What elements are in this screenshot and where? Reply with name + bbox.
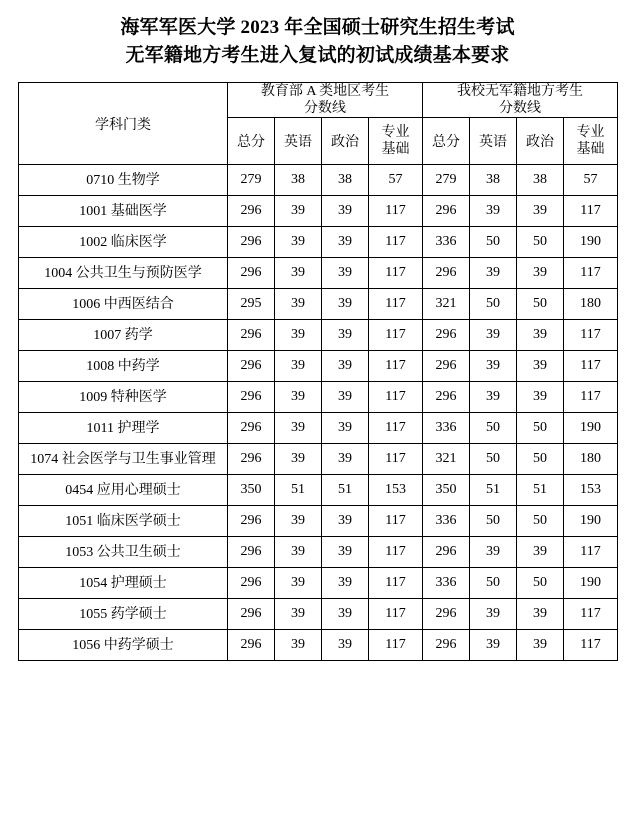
cell-major-basics-b: 117 [564, 320, 618, 351]
table-row [19, 320, 618, 351]
column-header-total-a: 总分 [228, 118, 275, 165]
cell-politics-b: 50 [517, 227, 564, 258]
cell-politics-b: 39 [517, 320, 564, 351]
cell-major-basics-b: 117 [564, 382, 618, 413]
table-row [19, 196, 618, 227]
cell-politics-b: 39 [517, 630, 564, 661]
page-title [18, 14, 617, 70]
cell-major-basics-b: 153 [564, 475, 618, 506]
cell-major-basics-a: 117 [369, 599, 423, 630]
cell-total-a: 296 [228, 382, 275, 413]
cell-major-basics-a: 117 [369, 382, 423, 413]
cell-total-a: 296 [228, 413, 275, 444]
cell-english-b: 51 [470, 475, 517, 506]
table-row [19, 537, 618, 568]
cell-total-a: 295 [228, 289, 275, 320]
cell-politics-a: 39 [322, 382, 369, 413]
cell-english-b: 39 [470, 630, 517, 661]
cell-politics-b: 51 [517, 475, 564, 506]
column-header-major-basics-b-line-2: 基础 [576, 142, 605, 157]
cell-total-b: 296 [423, 320, 470, 351]
table-row [19, 568, 618, 599]
cell-major-basics-b: 117 [564, 537, 618, 568]
cell-politics-a: 51 [322, 475, 369, 506]
cell-total-b: 279 [423, 165, 470, 196]
page-title-line-1: 海军军医大学 2023 年全国硕士研究生招生考试 [120, 17, 515, 38]
cell-major-basics-a: 117 [369, 630, 423, 661]
cell-total-a: 296 [228, 196, 275, 227]
cell-politics-a: 39 [322, 413, 369, 444]
cell-politics-b: 50 [517, 444, 564, 475]
cell-english-a: 39 [275, 568, 322, 599]
cell-major-basics-b: 117 [564, 630, 618, 661]
table-row [19, 227, 618, 258]
cell-politics-b: 39 [517, 196, 564, 227]
cell-english-a: 39 [275, 537, 322, 568]
cell-major-basics-a: 117 [369, 506, 423, 537]
column-header-politics-a: 政治 [322, 118, 369, 165]
column-header-major-basics-a [369, 118, 423, 165]
cell-politics-a: 39 [322, 630, 369, 661]
cell-total-b: 296 [423, 630, 470, 661]
cell-politics-b: 39 [517, 351, 564, 382]
table-row [19, 351, 618, 382]
cell-politics-a: 39 [322, 506, 369, 537]
cell-english-a: 39 [275, 227, 322, 258]
cell-english-b: 50 [470, 227, 517, 258]
cell-english-b: 50 [470, 413, 517, 444]
cell-english-a: 38 [275, 165, 322, 196]
cell-total-b: 321 [423, 444, 470, 475]
admission-score-table [18, 82, 618, 661]
column-header-major-basics-b-line-1: 专业 [576, 125, 605, 140]
row-category: 1054 护理硕士 [19, 568, 228, 599]
cell-politics-b: 50 [517, 506, 564, 537]
row-category: 1053 公共卫生硕士 [19, 537, 228, 568]
cell-english-b: 50 [470, 506, 517, 537]
cell-politics-b: 38 [517, 165, 564, 196]
cell-total-b: 336 [423, 227, 470, 258]
cell-politics-a: 39 [322, 351, 369, 382]
cell-english-a: 39 [275, 599, 322, 630]
column-header-english-a: 英语 [275, 118, 322, 165]
cell-english-b: 39 [470, 196, 517, 227]
table-body [19, 165, 618, 661]
row-category: 1006 中西医结合 [19, 289, 228, 320]
cell-politics-b: 50 [517, 289, 564, 320]
cell-total-b: 336 [423, 506, 470, 537]
column-header-category: 学科门类 [19, 83, 228, 165]
row-category: 1002 临床医学 [19, 227, 228, 258]
cell-politics-a: 39 [322, 320, 369, 351]
cell-major-basics-b: 180 [564, 444, 618, 475]
column-group-header-school-line-1: 我校无军籍地方考生 [457, 84, 584, 99]
column-group-header-ministry-line-2: 分数线 [304, 101, 347, 116]
row-category: 0710 生物学 [19, 165, 228, 196]
cell-english-a: 39 [275, 320, 322, 351]
cell-major-basics-b: 190 [564, 227, 618, 258]
cell-english-a: 51 [275, 475, 322, 506]
cell-total-a: 350 [228, 475, 275, 506]
cell-major-basics-b: 57 [564, 165, 618, 196]
cell-politics-b: 39 [517, 382, 564, 413]
table-row [19, 599, 618, 630]
cell-major-basics-a: 117 [369, 444, 423, 475]
cell-english-a: 39 [275, 258, 322, 289]
column-header-total-b: 总分 [423, 118, 470, 165]
cell-politics-b: 50 [517, 413, 564, 444]
cell-politics-b: 39 [517, 258, 564, 289]
cell-major-basics-a: 57 [369, 165, 423, 196]
cell-politics-a: 38 [322, 165, 369, 196]
column-group-header-school-line-2: 分数线 [499, 101, 542, 116]
cell-politics-a: 39 [322, 289, 369, 320]
column-header-major-basics-a-line-1: 专业 [381, 125, 410, 140]
cell-total-b: 336 [423, 413, 470, 444]
cell-major-basics-b: 180 [564, 289, 618, 320]
cell-english-b: 50 [470, 444, 517, 475]
cell-total-a: 296 [228, 568, 275, 599]
cell-english-b: 39 [470, 351, 517, 382]
column-group-header-school [423, 83, 618, 118]
table-row [19, 506, 618, 537]
cell-major-basics-a: 117 [369, 568, 423, 599]
cell-english-a: 39 [275, 289, 322, 320]
cell-major-basics-a: 117 [369, 413, 423, 444]
cell-english-b: 39 [470, 537, 517, 568]
table-header-row-groups [19, 83, 618, 118]
row-category: 1007 药学 [19, 320, 228, 351]
cell-total-b: 336 [423, 568, 470, 599]
cell-english-b: 39 [470, 599, 517, 630]
cell-total-a: 279 [228, 165, 275, 196]
cell-total-b: 296 [423, 537, 470, 568]
table-row [19, 165, 618, 196]
cell-english-b: 50 [470, 568, 517, 599]
cell-politics-b: 39 [517, 599, 564, 630]
row-category: 0454 应用心理硕士 [19, 475, 228, 506]
cell-total-b: 296 [423, 382, 470, 413]
column-header-major-basics-a-line-2: 基础 [381, 142, 410, 157]
cell-total-b: 296 [423, 258, 470, 289]
cell-english-a: 39 [275, 630, 322, 661]
cell-total-b: 296 [423, 351, 470, 382]
cell-major-basics-b: 190 [564, 568, 618, 599]
cell-major-basics-b: 117 [564, 258, 618, 289]
cell-english-a: 39 [275, 196, 322, 227]
cell-politics-a: 39 [322, 258, 369, 289]
table-row [19, 413, 618, 444]
page-title-line-2: 无军籍地方考生进入复试的初试成绩基本要求 [125, 45, 510, 66]
column-header-politics-b: 政治 [517, 118, 564, 165]
cell-english-a: 39 [275, 506, 322, 537]
cell-total-b: 296 [423, 599, 470, 630]
table-row [19, 382, 618, 413]
cell-major-basics-a: 153 [369, 475, 423, 506]
row-category: 1004 公共卫生与预防医学 [19, 258, 228, 289]
row-category: 1056 中药学硕士 [19, 630, 228, 661]
table-row [19, 475, 618, 506]
cell-total-b: 350 [423, 475, 470, 506]
row-category: 1074 社会医学与卫生事业管理 [19, 444, 228, 475]
row-category: 1011 护理学 [19, 413, 228, 444]
cell-english-a: 39 [275, 444, 322, 475]
row-category: 1051 临床医学硕士 [19, 506, 228, 537]
cell-total-a: 296 [228, 258, 275, 289]
cell-major-basics-b: 117 [564, 196, 618, 227]
cell-major-basics-b: 117 [564, 351, 618, 382]
cell-total-a: 296 [228, 599, 275, 630]
cell-english-b: 39 [470, 320, 517, 351]
row-category: 1001 基础医学 [19, 196, 228, 227]
cell-major-basics-a: 117 [369, 351, 423, 382]
cell-total-a: 296 [228, 537, 275, 568]
table-header [19, 83, 618, 165]
cell-major-basics-b: 117 [564, 599, 618, 630]
row-category: 1008 中药学 [19, 351, 228, 382]
cell-major-basics-a: 117 [369, 227, 423, 258]
column-group-header-ministry [228, 83, 423, 118]
cell-total-a: 296 [228, 320, 275, 351]
cell-english-b: 50 [470, 289, 517, 320]
cell-total-a: 296 [228, 444, 275, 475]
cell-politics-a: 39 [322, 196, 369, 227]
cell-politics-a: 39 [322, 444, 369, 475]
cell-total-b: 296 [423, 196, 470, 227]
cell-major-basics-b: 190 [564, 413, 618, 444]
cell-major-basics-b: 190 [564, 506, 618, 537]
cell-major-basics-a: 117 [369, 258, 423, 289]
table-row [19, 289, 618, 320]
cell-english-b: 38 [470, 165, 517, 196]
cell-politics-a: 39 [322, 568, 369, 599]
cell-politics-a: 39 [322, 537, 369, 568]
cell-english-b: 39 [470, 258, 517, 289]
table-row [19, 258, 618, 289]
cell-total-a: 296 [228, 506, 275, 537]
cell-politics-a: 39 [322, 599, 369, 630]
cell-major-basics-a: 117 [369, 289, 423, 320]
cell-total-b: 321 [423, 289, 470, 320]
cell-total-a: 296 [228, 630, 275, 661]
column-header-major-basics-b [564, 118, 618, 165]
table-row [19, 630, 618, 661]
cell-politics-a: 39 [322, 227, 369, 258]
table-row [19, 444, 618, 475]
row-category: 1055 药学硕士 [19, 599, 228, 630]
cell-major-basics-a: 117 [369, 537, 423, 568]
cell-politics-b: 50 [517, 568, 564, 599]
cell-english-a: 39 [275, 351, 322, 382]
cell-total-a: 296 [228, 351, 275, 382]
cell-major-basics-a: 117 [369, 320, 423, 351]
cell-politics-b: 39 [517, 537, 564, 568]
cell-english-b: 39 [470, 382, 517, 413]
row-category: 1009 特种医学 [19, 382, 228, 413]
cell-total-a: 296 [228, 227, 275, 258]
cell-major-basics-a: 117 [369, 196, 423, 227]
cell-english-a: 39 [275, 382, 322, 413]
column-group-header-ministry-line-1: 教育部 A 类地区考生 [260, 84, 390, 99]
cell-english-a: 39 [275, 413, 322, 444]
column-header-english-b: 英语 [470, 118, 517, 165]
